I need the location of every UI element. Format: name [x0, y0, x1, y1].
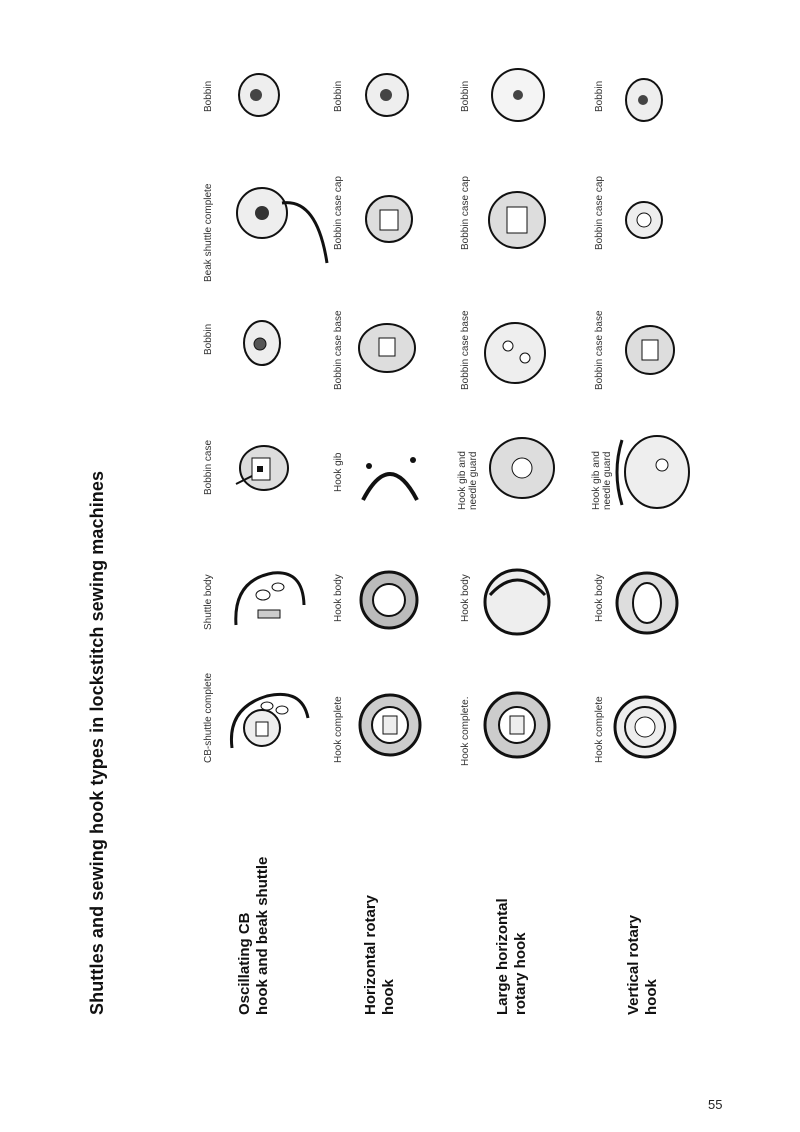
hook-complete-illustration — [610, 692, 680, 762]
hook-gib-illustration — [355, 448, 425, 508]
part-caption: Bobbin — [333, 80, 344, 112]
hook-gib-needle-guard-illustration — [612, 430, 692, 515]
hook-complete-illustration — [355, 690, 425, 760]
hook-body-illustration — [357, 568, 422, 633]
bobbin-case-cap-illustration — [362, 192, 417, 247]
row-label-line: Horizontal rotary — [362, 894, 379, 1015]
part-caption: Bobbin — [460, 80, 471, 112]
part-caption: CB-shuttle complete — [203, 672, 214, 763]
bobbin-illustration — [234, 70, 284, 120]
row-label-line: rotary hook — [512, 932, 529, 1015]
part-caption: Hook complete — [333, 696, 344, 763]
row-label-large-horizontal-rotary — [494, 898, 530, 1015]
page-number: 55 — [708, 1097, 723, 1112]
hook-body-illustration — [612, 568, 682, 638]
part-caption: Bobbin case base — [460, 310, 471, 390]
part-caption: Bobbin case cap — [460, 176, 471, 250]
part-caption: Bobbin case cap — [594, 176, 605, 250]
bobbin-case-base-illustration — [620, 318, 680, 383]
bobbin-case-illustration — [232, 438, 292, 498]
part-caption-two-line — [591, 451, 613, 510]
row-label-line: Vertical rotary — [625, 914, 642, 1015]
page-title: Shuttles and sewing hook types in lockstitch sewing machines — [87, 470, 107, 1015]
part-caption: Bobbin — [203, 80, 214, 112]
part-caption: Bobbin case — [203, 439, 214, 495]
bobbin-case-base-illustration — [355, 318, 420, 378]
caption-line: Hook gib and — [457, 451, 468, 510]
caption-line: Hook gib and — [591, 451, 602, 510]
row-label-line: hook — [643, 979, 660, 1015]
row-label-line: hook and beak shuttle — [254, 856, 271, 1015]
bobbin-illustration — [362, 70, 412, 120]
hook-gib-needle-guard-illustration — [480, 430, 560, 505]
part-caption: Bobbin case cap — [333, 176, 344, 250]
part-caption-two-line — [457, 451, 479, 510]
bobbin-illustration — [488, 65, 548, 125]
beak-shuttle-complete-illustration — [222, 178, 332, 268]
row-label-horizontal-rotary — [362, 895, 398, 1015]
caption-line: needle guard — [468, 451, 479, 510]
part-caption: Hook body — [594, 574, 605, 622]
part-caption: Hook complete — [594, 696, 605, 763]
row-label-oscillating-cb — [236, 857, 272, 1015]
part-caption: Bobbin — [203, 323, 214, 355]
bobbin-case-cap-illustration — [485, 185, 550, 255]
part-caption: Shuttle body — [203, 574, 214, 630]
bobbin-illustration — [622, 75, 667, 125]
part-caption: Beak shuttle complete — [203, 183, 214, 282]
bobbin-case-cap-illustration — [622, 195, 667, 245]
part-caption: Hook body — [333, 574, 344, 622]
part-caption: Hook complete. — [460, 696, 471, 766]
bobbin-illustration — [240, 318, 285, 368]
cb-shuttle-complete-illustration — [222, 688, 312, 758]
bobbin-case-base-illustration — [480, 318, 550, 388]
part-caption: Hook body — [460, 574, 471, 622]
part-caption: Bobbin case base — [594, 310, 605, 390]
row-label-line: Large horizontal — [494, 898, 511, 1015]
caption-line: needle guard — [602, 451, 613, 510]
row-label-vertical-rotary — [625, 915, 661, 1015]
row-label-line: hook — [380, 979, 397, 1015]
shuttle-body-illustration — [228, 565, 308, 635]
hook-complete-illustration — [480, 688, 555, 763]
part-caption: Bobbin case base — [333, 310, 344, 390]
row-label-line: Oscillating CB — [236, 912, 253, 1015]
hook-body-illustration — [480, 565, 555, 640]
part-caption: Bobbin — [594, 80, 605, 112]
part-caption: Hook gib — [333, 452, 344, 492]
